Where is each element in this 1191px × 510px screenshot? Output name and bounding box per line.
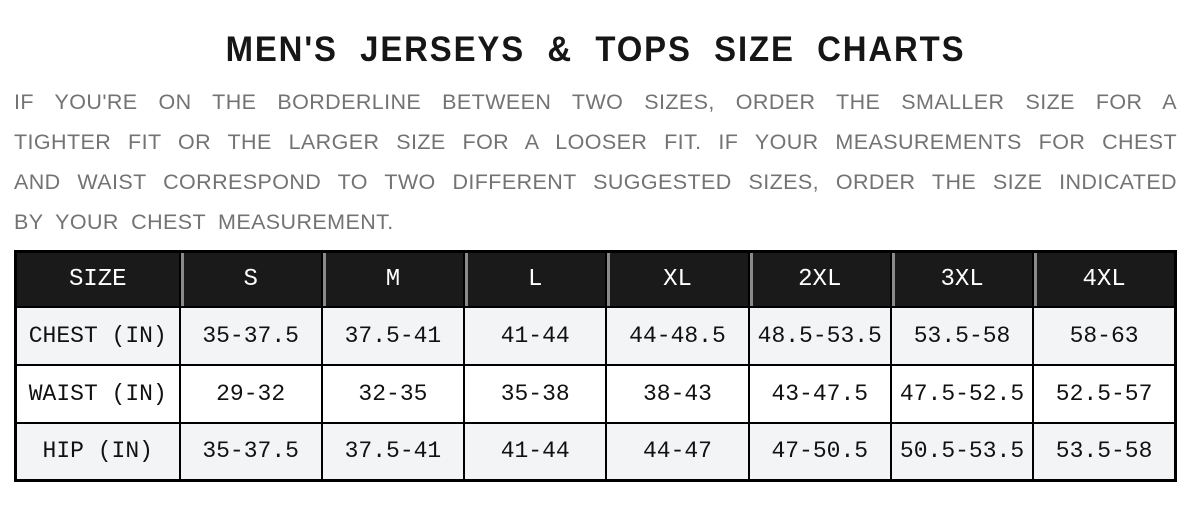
intro-line: IF YOU'RE ON THE BORDERLINE BETWEEN TWO SIZES, ORDER THE SMALLER SIZE FOR A [14, 90, 1177, 114]
table-cell: 35-37.5 [180, 307, 322, 365]
intro-paragraph [14, 82, 1177, 242]
table-cell: 48.5-53.5 [749, 307, 891, 365]
table-cell: 37.5-41 [322, 423, 464, 481]
table-cell: 53.5-58 [891, 307, 1033, 365]
header-cell-4xl: 4XL [1033, 252, 1175, 307]
header-cell-size: SIZE [16, 252, 180, 307]
table-cell: 44-48.5 [606, 307, 748, 365]
table-row-chest [16, 307, 1176, 365]
size-chart-page [0, 30, 1191, 510]
size-table [14, 250, 1177, 482]
table-cell: 41-44 [464, 423, 606, 481]
table-cell: 53.5-58 [1033, 423, 1175, 481]
header-cell-s: S [180, 252, 322, 307]
table-cell: 35-37.5 [180, 423, 322, 481]
table-cell: 52.5-57 [1033, 365, 1175, 423]
header-cell-3xl: 3XL [891, 252, 1033, 307]
table-cell: 44-47 [606, 423, 748, 481]
intro-line: AND WAIST CORRESPOND TO TWO DIFFERENT SUGGESTED SIZES, ORDER THE SIZE INDICATED [14, 170, 1177, 194]
intro-line: TIGHTER FIT OR THE LARGER SIZE FOR A LOOSER FIT. IF YOUR MEASUREMENTS FOR CHEST [14, 130, 1177, 154]
table-cell: 47.5-52.5 [891, 365, 1033, 423]
table-cell: 41-44 [464, 307, 606, 365]
row-label-hip: HIP (IN) [16, 423, 180, 481]
page-title: MEN'S JERSEYS & TOPS SIZE CHARTS [225, 30, 966, 69]
table-cell: 35-38 [464, 365, 606, 423]
header-cell-l: L [464, 252, 606, 307]
header-cell-m: M [322, 252, 464, 307]
row-label-waist: WAIST (IN) [16, 365, 180, 423]
table-cell: 43-47.5 [749, 365, 891, 423]
row-label-chest: CHEST (IN) [16, 307, 180, 365]
table-cell: 50.5-53.5 [891, 423, 1033, 481]
table-row-hip [16, 423, 1176, 481]
table-cell: 37.5-41 [322, 307, 464, 365]
table-cell: 38-43 [606, 365, 748, 423]
table-header-row [16, 252, 1176, 307]
table-row-waist [16, 365, 1176, 423]
table-cell: 58-63 [1033, 307, 1175, 365]
intro-line: BY YOUR CHEST MEASUREMENT. [14, 210, 394, 234]
header-cell-2xl: 2XL [749, 252, 891, 307]
header-cell-xl: XL [606, 252, 748, 307]
table-cell: 32-35 [322, 365, 464, 423]
table-cell: 47-50.5 [749, 423, 891, 481]
table-cell: 29-32 [180, 365, 322, 423]
